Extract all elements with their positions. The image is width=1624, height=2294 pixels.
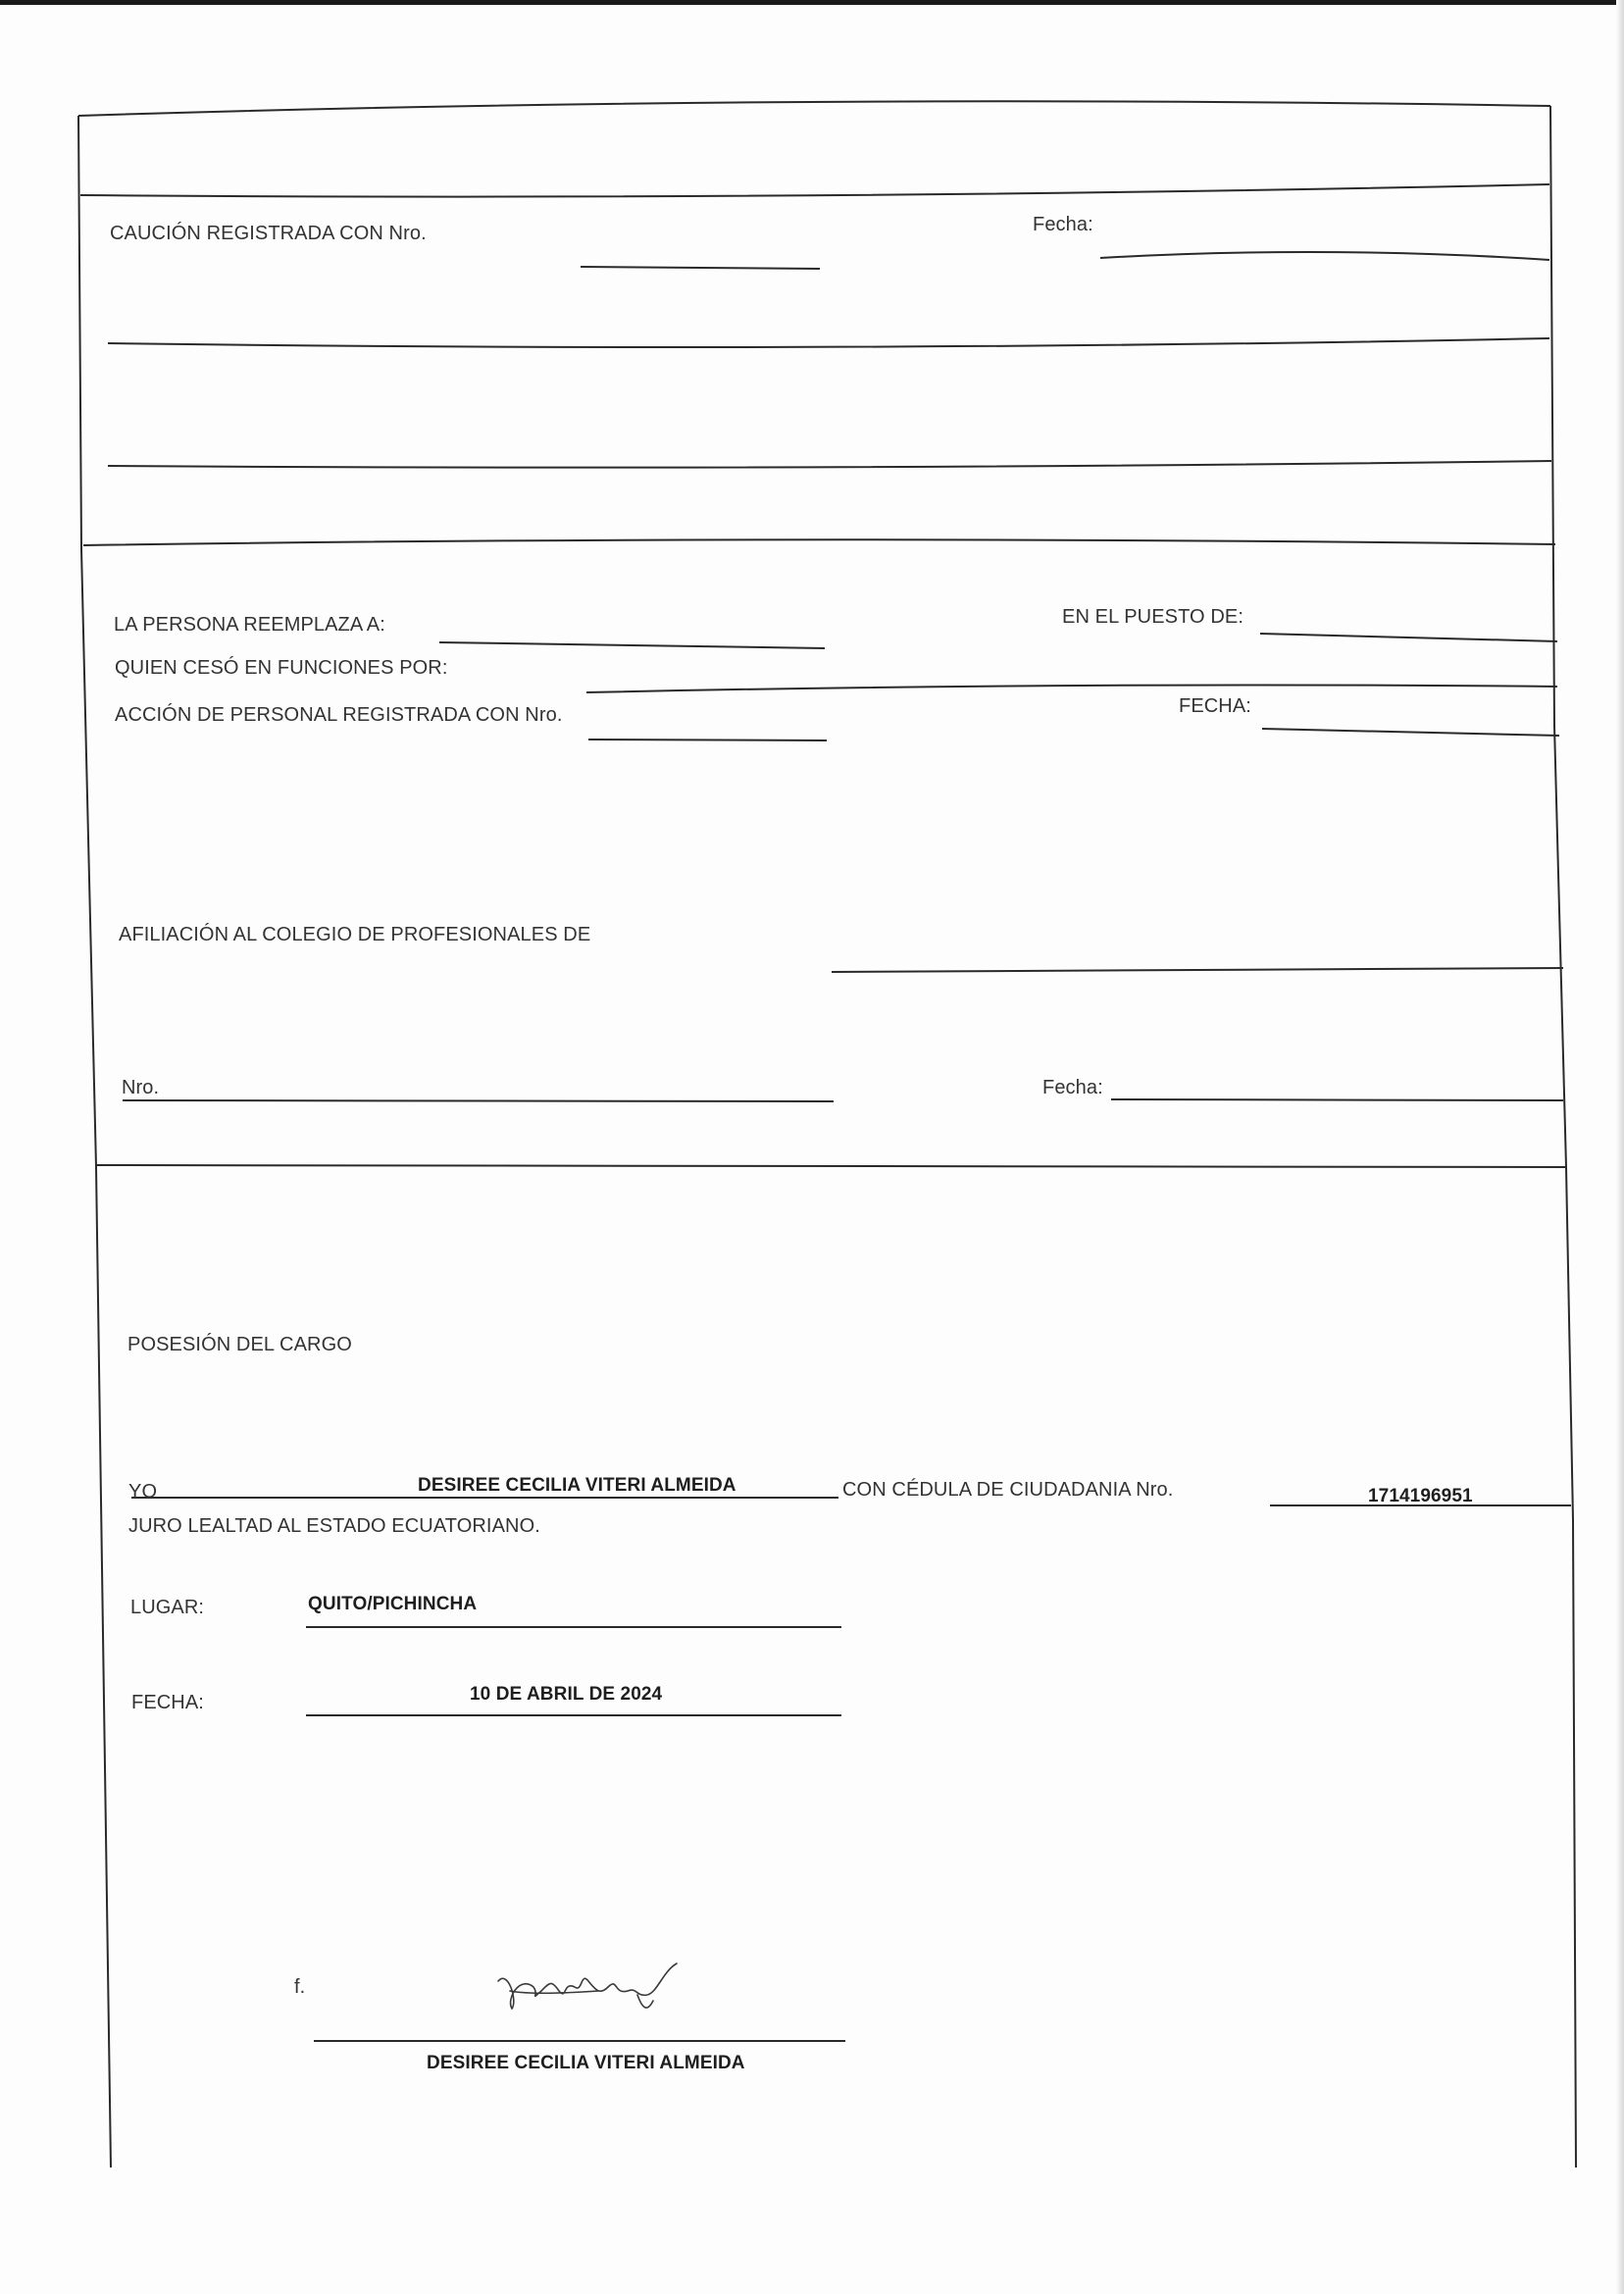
divider-3 [96, 1165, 1567, 1167]
caucion-fecha-label: Fecha: [1033, 214, 1093, 235]
posesion-name: DESIREE CECILIA VITERI ALMEIDA [418, 1475, 736, 1496]
juro-text: JURO LEALTAD AL ESTADO ECUATORIANO. [128, 1515, 540, 1537]
yo-label: YO [128, 1481, 158, 1503]
divider-1 [80, 184, 1549, 197]
reemplaza-label: LA PERSONA REEMPLAZA A: [114, 614, 385, 636]
afiliacion-label: AFILIACIÓN AL COLEGIO DE PROFESIONALES DE [119, 924, 591, 945]
firma-name: DESIREE CECILIA VITERI ALMEIDA [427, 2053, 745, 2073]
afiliacion-nro-label: Nro. [122, 1077, 160, 1098]
afiliacion-fecha-label: Fecha: [1042, 1077, 1103, 1098]
posesion-fecha-label: FECHA: [131, 1692, 204, 1713]
right-border [1550, 106, 1576, 2167]
firma-label: f. [294, 1976, 306, 1998]
posesion-title: POSESIÓN DEL CARGO [127, 1334, 352, 1355]
lugar-value: QUITO/PICHINCHA [308, 1594, 478, 1614]
puesto-label: EN EL PUESTO DE: [1062, 606, 1243, 628]
left-border [78, 116, 111, 2167]
divider-2 [83, 539, 1555, 545]
cedula-value: 1714196951 [1368, 1486, 1473, 1506]
top-border [78, 101, 1550, 116]
cedula-label: CON CÉDULA DE CIUDADANIA Nro. [842, 1479, 1174, 1501]
ceso-label: QUIEN CESÓ EN FUNCIONES POR: [115, 657, 448, 679]
reemplazo-fecha-label: FECHA: [1179, 695, 1251, 717]
posesion-fecha-value: 10 DE ABRIL DE 2024 [470, 1684, 663, 1705]
accion-label: ACCIÓN DE PERSONAL REGISTRADA CON Nro. [115, 704, 563, 726]
caucion-label: CAUCIÓN REGISTRADA CON Nro. [110, 223, 427, 244]
handwritten-signature [490, 1952, 696, 2020]
lugar-label: LUGAR: [130, 1597, 205, 1618]
